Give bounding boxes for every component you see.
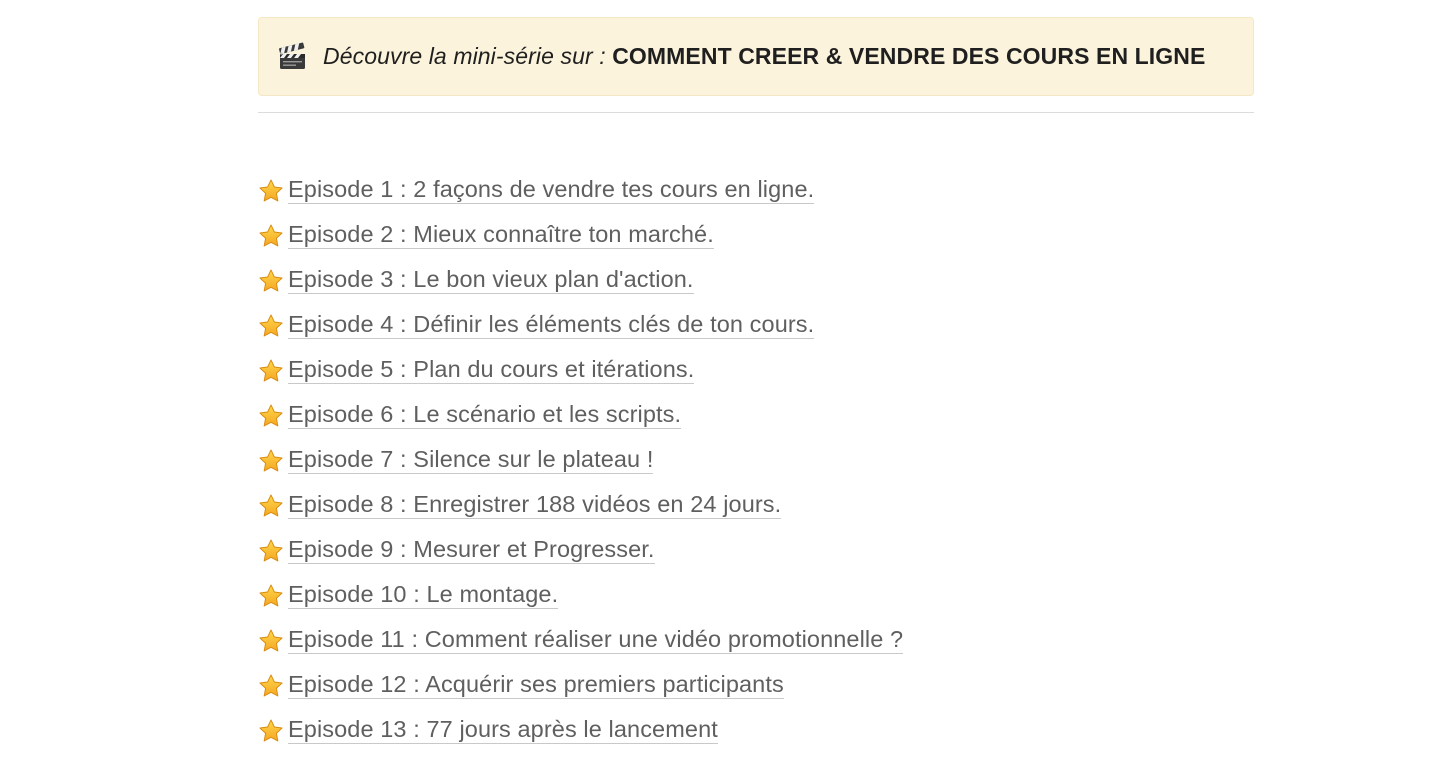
star-icon bbox=[258, 628, 284, 654]
episode-item bbox=[258, 528, 903, 573]
episode-link-12[interactable]: Episode 12 : Acquérir ses premiers participants bbox=[288, 672, 784, 700]
episode-list bbox=[258, 168, 903, 753]
episode-link-2[interactable]: Episode 2 : Mieux connaître ton marché. bbox=[288, 222, 714, 250]
episode-link-4[interactable]: Episode 4 : Définir les éléments clés de ton cours. bbox=[288, 312, 814, 340]
episode-item bbox=[258, 393, 903, 438]
episode-item bbox=[258, 438, 903, 483]
episode-item bbox=[258, 483, 903, 528]
callout-intro: Découvre la mini-série sur : bbox=[323, 43, 613, 69]
star-icon bbox=[258, 223, 284, 249]
episode-link-8[interactable]: Episode 8 : Enregistrer 188 vidéos en 24 jours. bbox=[288, 492, 781, 520]
episode-link-11[interactable]: Episode 11 : Comment réaliser une vidéo promotionnelle ? bbox=[288, 627, 903, 655]
episode-item bbox=[258, 258, 903, 303]
episode-link-5[interactable]: Episode 5 : Plan du cours et itérations. bbox=[288, 357, 694, 385]
star-icon bbox=[258, 538, 284, 564]
callout-banner bbox=[258, 17, 1254, 96]
episode-link-1[interactable]: Episode 1 : 2 façons de vendre tes cours en ligne. bbox=[288, 177, 814, 205]
episode-item bbox=[258, 348, 903, 393]
star-icon bbox=[258, 718, 284, 744]
episode-item bbox=[258, 303, 903, 348]
episode-link-10[interactable]: Episode 10 : Le montage. bbox=[288, 582, 558, 610]
star-icon bbox=[258, 358, 284, 384]
episode-link-7[interactable]: Episode 7 : Silence sur le plateau ! bbox=[288, 447, 653, 475]
episode-link-9[interactable]: Episode 9 : Mesurer et Progresser. bbox=[288, 537, 655, 565]
episode-link-3[interactable]: Episode 3 : Le bon vieux plan d'action. bbox=[288, 267, 694, 295]
star-icon bbox=[258, 403, 284, 429]
star-icon bbox=[258, 493, 284, 519]
episode-item bbox=[258, 168, 903, 213]
star-icon bbox=[258, 583, 284, 609]
callout-text bbox=[323, 43, 1205, 70]
episode-item bbox=[258, 618, 903, 663]
callout-title: COMMENT CREER & VENDRE DES COURS EN LIGNE bbox=[612, 43, 1206, 69]
episode-link-13[interactable]: Episode 13 : 77 jours après le lancement bbox=[288, 717, 718, 745]
clapper-board-icon bbox=[277, 42, 307, 72]
episode-item bbox=[258, 663, 903, 708]
episode-item bbox=[258, 573, 903, 618]
star-icon bbox=[258, 268, 284, 294]
star-icon bbox=[258, 673, 284, 699]
star-icon bbox=[258, 448, 284, 474]
episode-link-6[interactable]: Episode 6 : Le scénario et les scripts. bbox=[288, 402, 681, 430]
star-icon bbox=[258, 313, 284, 339]
divider bbox=[258, 112, 1254, 113]
episode-item bbox=[258, 708, 903, 753]
episode-item bbox=[258, 213, 903, 258]
star-icon bbox=[258, 178, 284, 204]
